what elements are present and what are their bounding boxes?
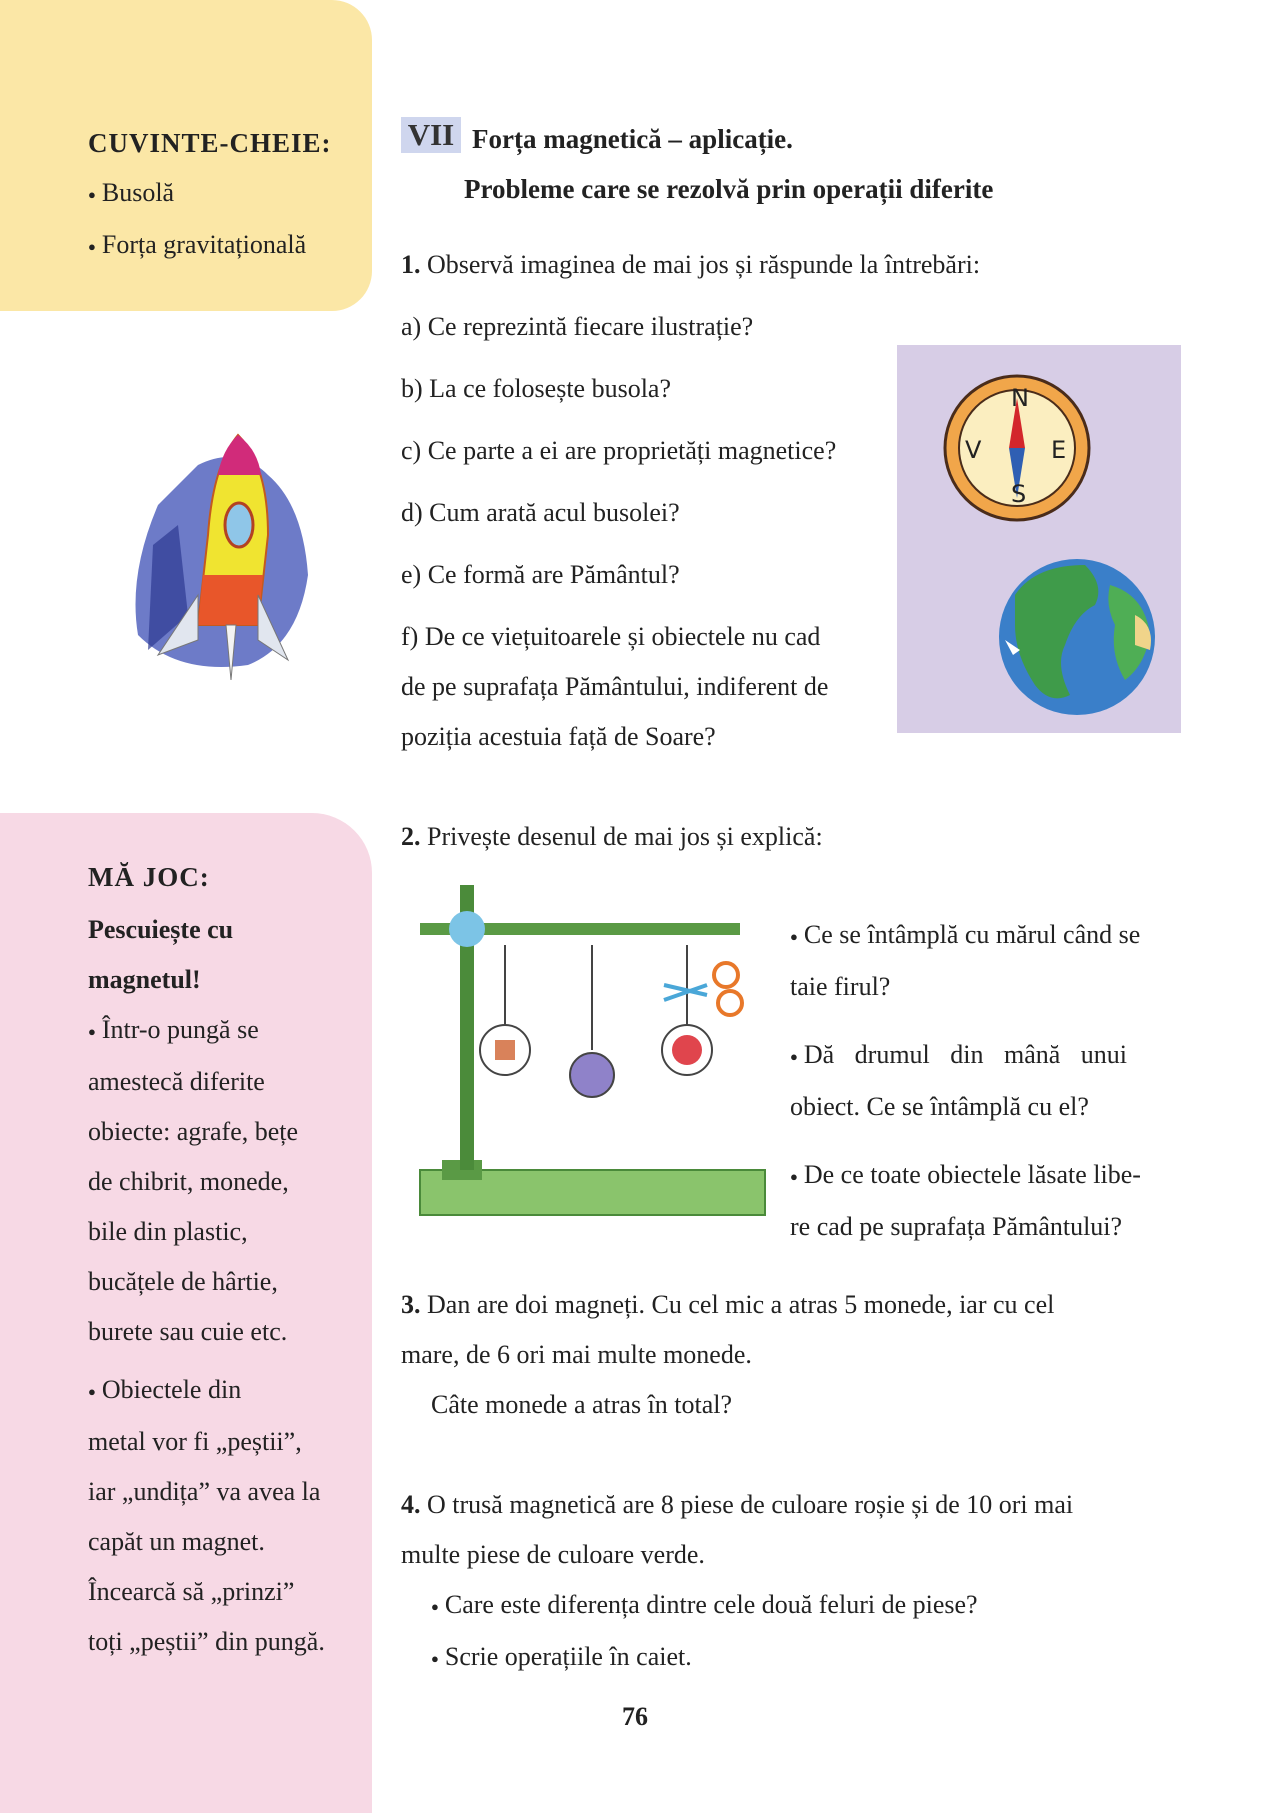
compass-letter-v: V xyxy=(965,436,982,464)
game-title: MĂ JOC: xyxy=(88,862,210,892)
question-item: b) La ce folosește busola? xyxy=(401,374,672,403)
exercise-text: Privește desenul de mai jos și explică: xyxy=(427,822,823,851)
question-item: d) Cum arată acul busolei? xyxy=(401,498,680,527)
exercise-bullet: ● Care este diferența dintre cele două feluri de piese? xyxy=(401,1580,1073,1632)
question-line: taie firul? xyxy=(790,972,891,1002)
exercise-line: Dan are doi magneți. Cu cel mic a atras 5 monede, iar cu cel xyxy=(427,1290,1055,1319)
exercise-2-questions xyxy=(790,910,1141,1252)
game-line: bile din plastic, xyxy=(88,1217,248,1247)
question-item: e) Ce formă are Pământul? xyxy=(401,560,680,589)
keyword-item: ● Forța gravitațională xyxy=(88,220,306,272)
exercise-number: 3. xyxy=(401,1290,421,1319)
keywords-title: CUVINTE-CHEIE: xyxy=(88,128,332,158)
compass-letter-n: N xyxy=(1011,384,1029,412)
exercise-1-questions xyxy=(401,302,836,612)
compass-letter-s: S xyxy=(1011,480,1027,508)
question-f-line: de pe suprafața Pământului, indiferent de xyxy=(401,672,829,701)
question-line: re cad pe suprafața Pământului? xyxy=(790,1212,1123,1242)
question-item: a) Ce reprezintă fiecare ilustrație? xyxy=(401,312,754,341)
game-line: bucățele de hârtie, xyxy=(88,1267,278,1297)
game-subtitle-line: Pescuiește cu xyxy=(88,915,234,944)
exercise-bullet: ● Scrie operațiile în caiet. xyxy=(401,1632,1073,1684)
game-line: ● Obiectele din xyxy=(88,1365,378,1417)
exercise-2-prompt xyxy=(401,812,823,862)
page-number: 76 xyxy=(622,1702,648,1731)
exercise-text: Observă imaginea de mai jos și răspunde la întrebări: xyxy=(427,250,981,279)
game-line: metal vor fi „peștii”, xyxy=(88,1427,302,1457)
game-line: amestecă diferite xyxy=(88,1067,265,1097)
compass-illustration xyxy=(935,370,1105,530)
exercise-3 xyxy=(401,1280,1054,1430)
game-line: Încearcă să „prinzi” xyxy=(88,1577,295,1607)
lesson-title: Forța magnetică – aplicație. xyxy=(472,124,793,154)
game-line: toți „peștii” din pungă. xyxy=(88,1627,325,1657)
game-line: ● Într-o pungă se xyxy=(88,1005,368,1057)
compass-letter-e: E xyxy=(1051,436,1067,464)
game-instructions-2 xyxy=(88,1365,378,1667)
keywords-list xyxy=(88,168,306,272)
exercise-number: 1. xyxy=(401,250,421,279)
game-subtitle xyxy=(88,905,233,1005)
question-line: ● De ce toate obiectele lăsate libe- xyxy=(790,1150,1141,1202)
question-line: obiect. Ce se întâmplă cu el? xyxy=(790,1092,1089,1122)
lesson-subtitle: Probleme care se rezolvă prin operații diferite xyxy=(464,174,994,204)
question-line: ● Dă drumul din mână unui xyxy=(790,1030,1141,1082)
exercise-1-prompt xyxy=(401,240,980,290)
question-item: c) Ce parte a ei are proprietăți magnetice? xyxy=(401,436,837,465)
exercise-4 xyxy=(401,1480,1073,1684)
rocket-illustration xyxy=(118,425,318,685)
gallows-fruit-illustration xyxy=(412,875,792,1225)
question-line: ● Ce se întâmplă cu mărul când se xyxy=(790,910,1141,962)
exercise-line: Câte monede a atras în total? xyxy=(431,1390,733,1419)
exercise-line: mare, de 6 ori mai multe monede. xyxy=(401,1340,752,1369)
exercise-line: O trusă magnetică are 8 piese de culoare roșie și de 10 ori mai xyxy=(427,1490,1074,1519)
game-line: iar „undița” va avea la xyxy=(88,1477,321,1507)
game-line: de chibrit, monede, xyxy=(88,1167,289,1197)
chapter-badge: VII xyxy=(401,117,461,153)
earth-globe-illustration xyxy=(995,555,1165,720)
exercise-number: 4. xyxy=(401,1490,421,1519)
keyword-item: ● Busolă xyxy=(88,168,306,220)
exercise-number: 2. xyxy=(401,822,421,851)
game-subtitle-line: magnetul! xyxy=(88,965,201,994)
game-line: capăt un magnet. xyxy=(88,1527,265,1557)
question-f-line: poziția acestuia față de Soare? xyxy=(401,722,716,751)
game-instructions-1 xyxy=(88,1005,368,1357)
question-item-f xyxy=(401,612,828,762)
game-line: burete sau cuie etc. xyxy=(88,1317,288,1347)
game-line: obiecte: agrafe, bețe xyxy=(88,1117,299,1147)
question-f-line: f) De ce viețuitoarele și obiectele nu cad xyxy=(401,622,821,651)
exercise-line: multe piese de culoare verde. xyxy=(401,1540,705,1569)
